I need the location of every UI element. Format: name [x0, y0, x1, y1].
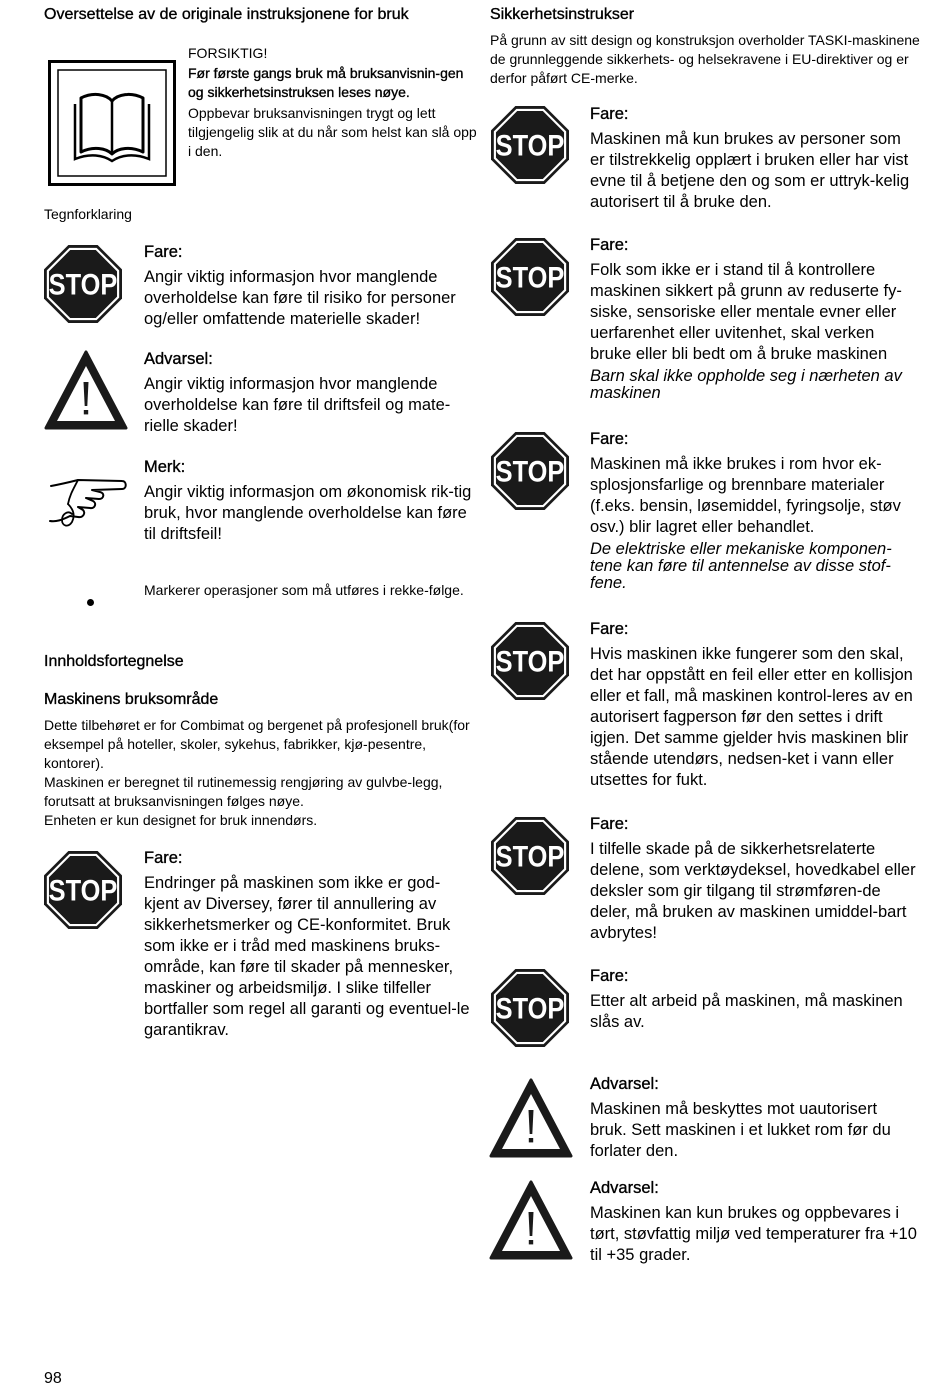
- warning-text: Endringer på maskinen som ikke er god-kjent av Diversey, fører til annullering av sikkerhetsmerker og CE-konformitet. Bruk som ikke er i tråd med maskinens bruks-område, kan føre til skader på mennesker, maskiner og arbeidsmiljø. I slike tilfeller bortfaller som regel all garanti og eventuel-le garantikrav.: [144, 874, 470, 1039]
- safety-item: [590, 619, 918, 791]
- legend-text: Angir viktig informasjon hvor manglende overholdelse kan føre til risiko for personer og/eller omfattende materielle skader!: [144, 268, 456, 328]
- item-text: I tilfelle skade på de sikkerhetsrelaterte delene, som verktøydeksel, hovedkabel eller deksler som gir tilgang til strømføren-de deler, må bruken av maskinen umiddel-bart avbrytes!: [590, 840, 916, 942]
- stop-sign-icon: [491, 106, 569, 184]
- item-text: Maskinen kan kun brukes og oppbevares i tørt, støvfattig miljø ved temperaturer fra +10 til +35 grader.: [590, 1204, 917, 1264]
- toc-title: Innholdsfortegnelse: [44, 653, 184, 670]
- caution-heading: FORSIKTIG!: [188, 45, 268, 61]
- legend-item-step: [144, 581, 474, 600]
- safety-item: [590, 104, 918, 213]
- stop-sign-icon: [491, 238, 569, 316]
- item-label: Advarsel:: [590, 1075, 659, 1093]
- warning-triangle-icon: [489, 1180, 573, 1260]
- stop-sign-icon: [491, 817, 569, 895]
- legend-label: Fare:: [144, 243, 183, 261]
- bullet-icon: [87, 599, 94, 606]
- item-text: Maskinen må beskyttes mot uautorisert bruk. Sett maskinen i et lukket rom før du forlater den.: [590, 1100, 891, 1160]
- safety-item: [590, 966, 918, 1033]
- stop-sign-icon: [491, 432, 569, 510]
- pointing-hand-icon: [48, 474, 128, 534]
- usage-paragraph: Maskinen er beregnet til rutinemessig rengjøring av gulvbe-legg, forutsatt at bruksanvisningen følges nøye.: [44, 774, 443, 809]
- item-label: Fare:: [590, 105, 629, 123]
- usage-title: Maskinens bruksområde: [44, 691, 219, 708]
- legend-text: Angir viktig informasjon om økonomisk rik-tig bruk, hvor manglende overholdelse kan føre til driftsfeil!: [144, 483, 472, 543]
- stop-sign-icon: [44, 851, 122, 929]
- stop-sign-icon: [44, 245, 122, 323]
- item-label: Fare:: [590, 967, 629, 985]
- legend-label: Merk:: [144, 458, 186, 476]
- manual-book-icon: [48, 60, 176, 186]
- legend-item-warning: [144, 349, 474, 437]
- item-italic-note: De elektriske eller mekaniske komponen-tene kan føre til antennelse av disse stof-fene.: [590, 540, 892, 592]
- item-label: Fare:: [590, 620, 629, 638]
- usage-text: [44, 716, 474, 830]
- item-text: Folk som ikke er i stand til å kontrollere maskinen sikkert på grunn av reduserte fy-siske, sensoriske eller mentale evner eller uerfarenhet eller uvitenhet, skal verken bruke eller bli bedt om å bruke maskinen: [590, 261, 902, 363]
- stop-sign-icon: [491, 969, 569, 1047]
- legend-label: Advarsel:: [144, 350, 213, 368]
- page-title-right: Sikkerhetsinstrukser: [490, 6, 635, 23]
- safety-item: [590, 1074, 918, 1162]
- caution-bold-text: Før første gangs bruk må bruksanvisnin-gen og sikkerhetsinstruksen leses nøye.: [188, 65, 464, 100]
- caution-block: [188, 44, 478, 161]
- usage-paragraph: Enheten er kun designet for bruk innendørs.: [44, 812, 318, 828]
- legend-text: Markerer operasjoner som må utføres i rekke-følge.: [144, 582, 464, 598]
- legend-text: Angir viktig informasjon hvor manglende overholdelse kan føre til driftsfeil og mate-rielle skader!: [144, 375, 451, 435]
- safety-item: [590, 814, 918, 944]
- safety-intro: På grunn av sitt design og konstruksjon overholder TASKI-maskinene de grunnleggende sikkerhets- og helsekravene i EU-direktiver og er derfor påført CE-merke.: [490, 32, 920, 86]
- usage-paragraph: Dette tilbehøret er for Combimat og bergenet på profesjonell bruk(for eksempel på hoteller, skoler, sykehus, fabrikker, kjø-pesentre, kontorer).: [44, 717, 470, 771]
- legend-item-note: [144, 457, 474, 545]
- item-label: Advarsel:: [590, 1179, 659, 1197]
- item-text: Etter alt arbeid på maskinen, må maskinen slås av.: [590, 992, 903, 1031]
- page-title-left: Oversettelse av de originale instruksjonene for bruk: [44, 6, 409, 23]
- safety-item: [590, 235, 918, 402]
- item-italic-note: Barn skal ikke oppholde seg i nærheten av maskinen: [590, 367, 902, 402]
- legend-item-danger: [144, 242, 474, 330]
- item-label: Fare:: [590, 815, 629, 833]
- safety-item: [590, 429, 918, 592]
- page-number: 98: [44, 1370, 62, 1387]
- safety-item: [590, 1178, 918, 1266]
- item-text: Maskinen må ikke brukes i rom hvor ek-splosjonsfarlige og brennbare materialer (f.eks. bensin, løsemiddel, fyringsolje, støv osv.) blir lagret eller behandlet.: [590, 455, 901, 536]
- warning-triangle-icon: [489, 1078, 573, 1158]
- item-label: Fare:: [590, 430, 629, 448]
- stop-sign-icon: [491, 622, 569, 700]
- legend-title: Tegnforklaring: [44, 206, 132, 222]
- warning-label: Fare:: [144, 849, 183, 867]
- item-label: Fare:: [590, 236, 629, 254]
- caution-text: Oppbevar bruksanvisningen trygt og lett tilgjengelig slik at du når som helst kan slå opp i den.: [188, 105, 477, 159]
- warning-triangle-icon: [44, 350, 128, 430]
- item-text: Maskinen må kun brukes av personer som er tilstrekkelig opplært i bruken eller har vist evne til å betjene den og som er uttryk-kelig autorisert til å bruke den.: [590, 130, 910, 211]
- item-text: Hvis maskinen ikke fungerer som den skal, det har oppstått en feil eller etter en kollisjon eller et fall, må maskinen kontrol-leres av en autorisert fagperson før den settes i drift igjen. Det samme gjelder hvis maskinen blir stående utendørs, nedsen-ket i vann eller utsettes for fukt.: [590, 645, 913, 789]
- usage-warning: [144, 848, 474, 1041]
